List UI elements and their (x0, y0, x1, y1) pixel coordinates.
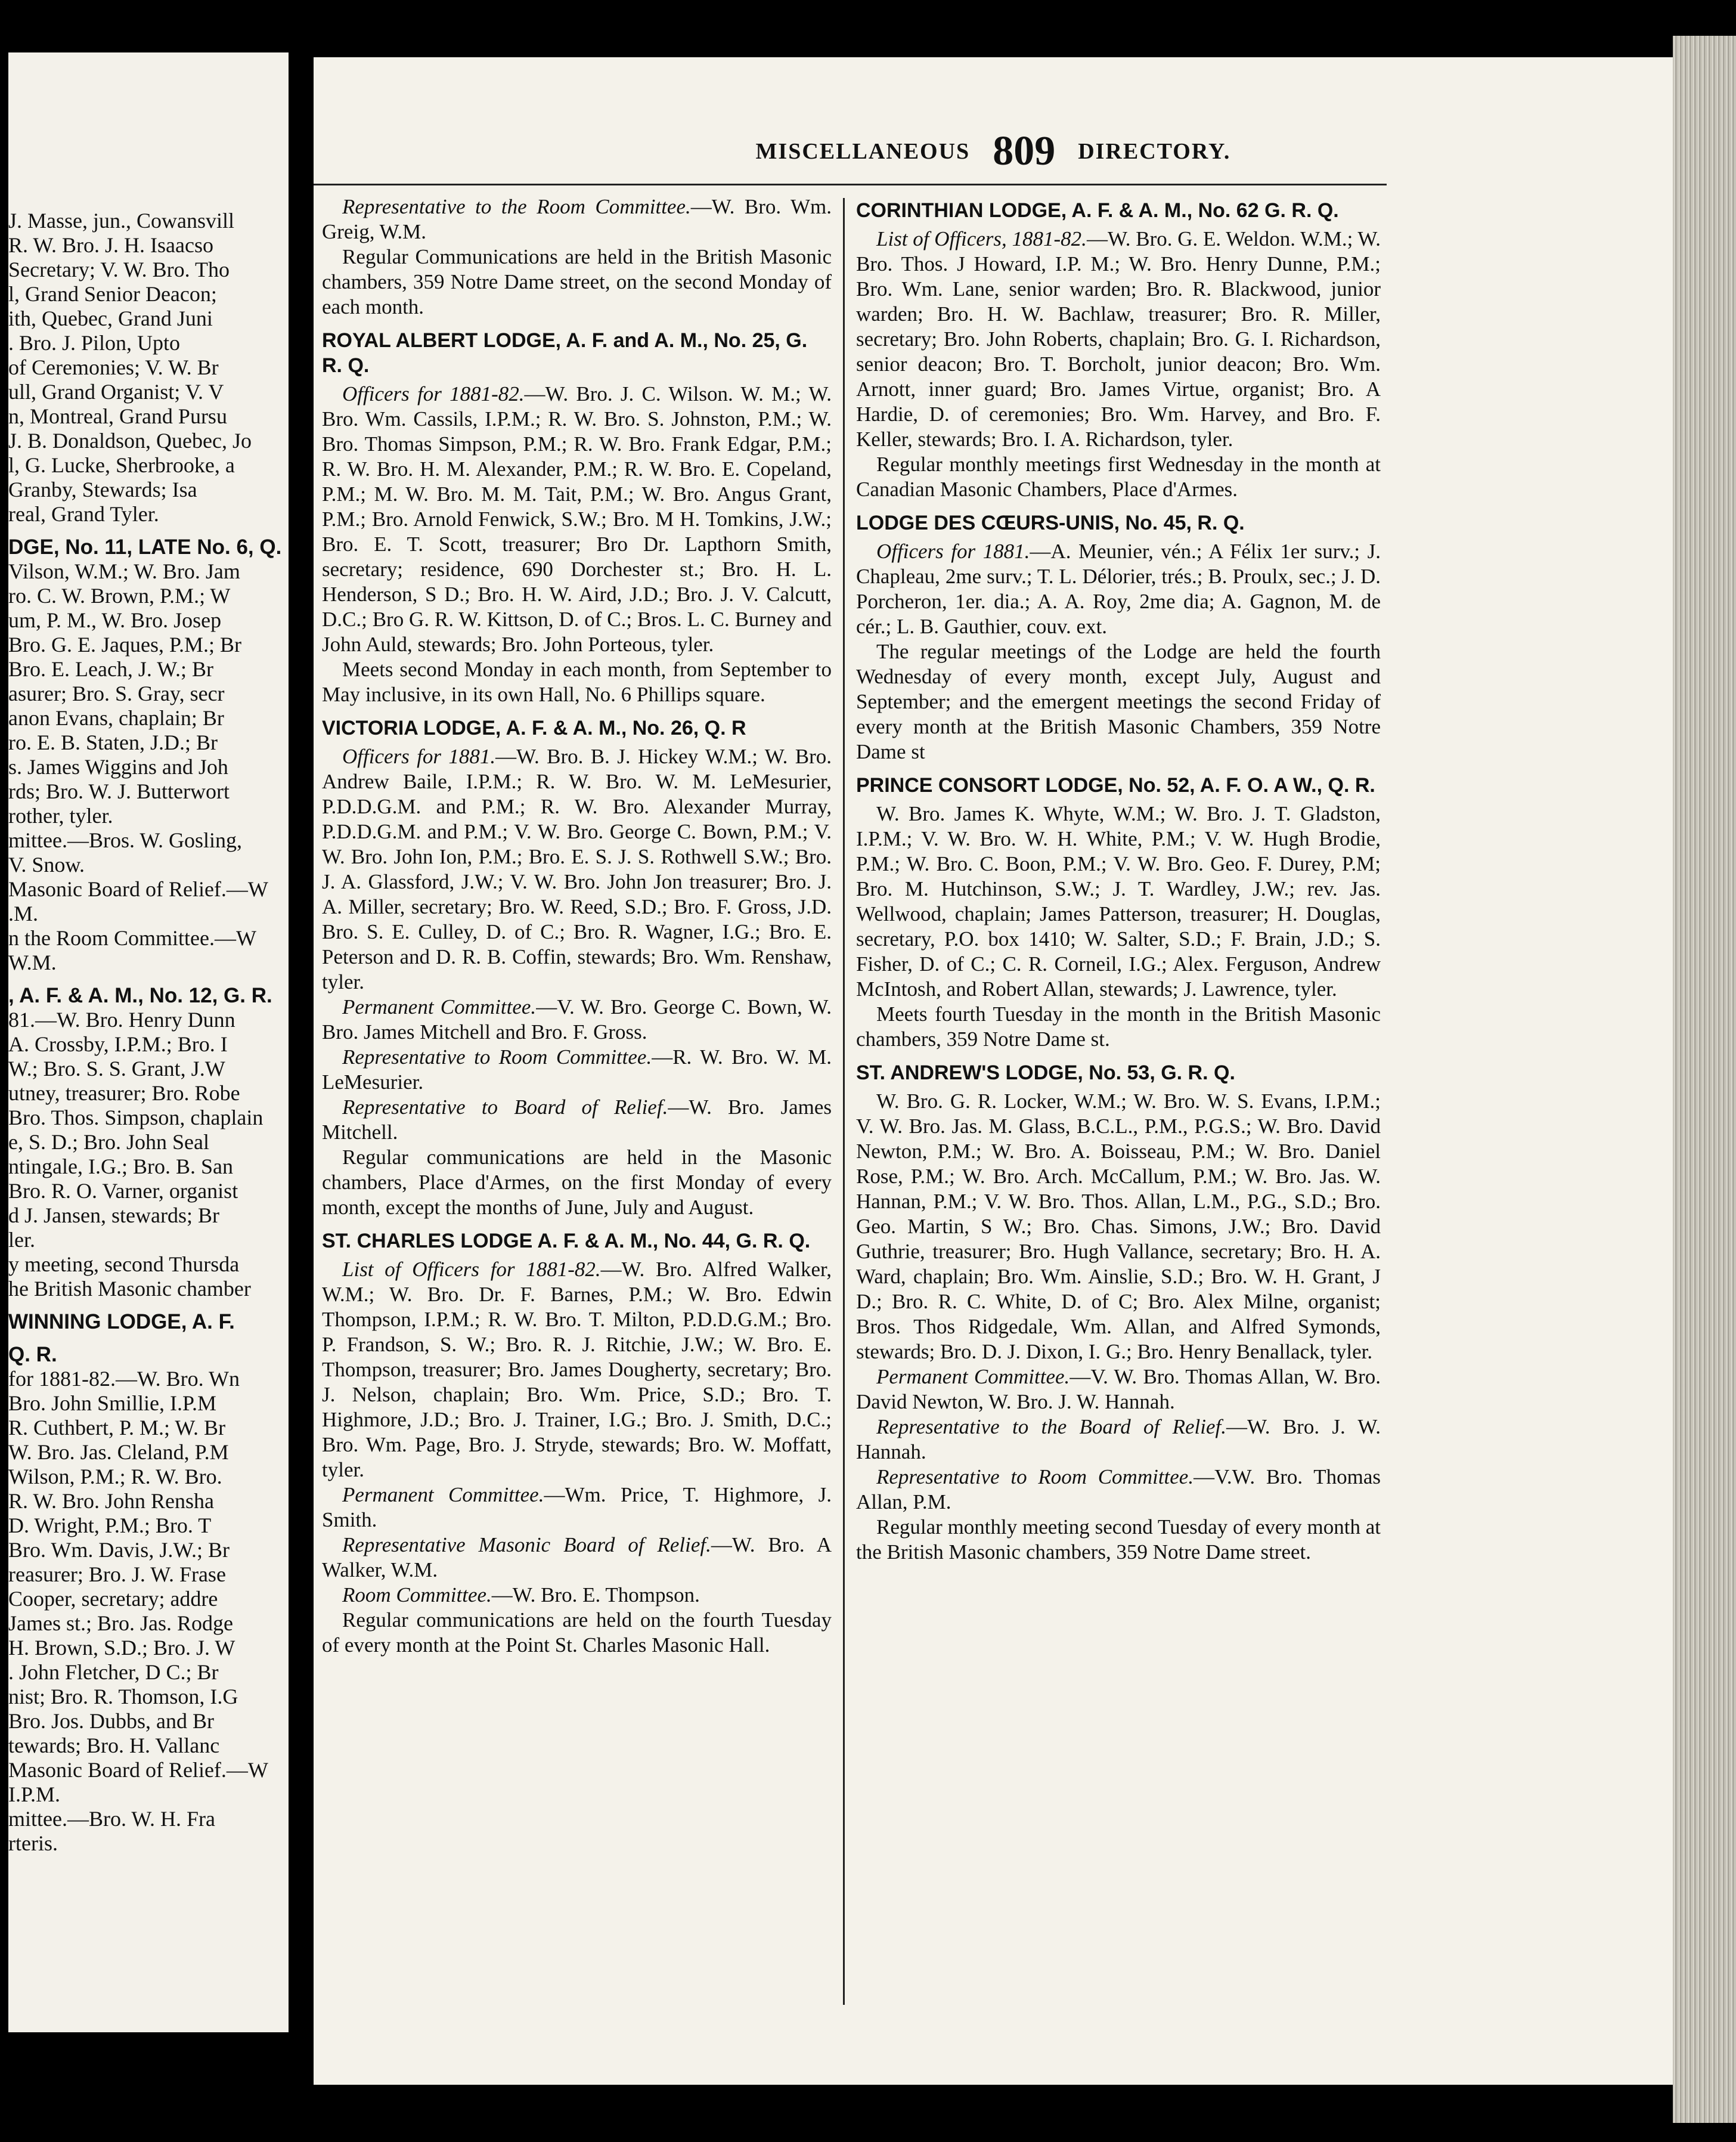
facing-page-line: Q. R. (8, 1343, 57, 1366)
entry-paragraph: Representative to the Board of Relief.—W. Bro. J. W. Hannah. (856, 1415, 1381, 1463)
facing-page-line: R. W. Bro. John Rensha (8, 1489, 215, 1513)
facing-page-line: ro. C. W. Brown, P.M.; W (8, 584, 231, 608)
facing-page-line: y meeting, second Thursda (8, 1252, 240, 1276)
entry-paragraph: W. Bro. James K. Whyte, W.M.; W. Bro. J. T. Gladston, I.P.M.; V. W. Bro. W. H. White, P.M.; V. W. Hugh Brodie, P.M.; W. Bro. C. Boon, P.M.; V. W. Bro. Geo. F. Durey, P.M; Bro. M. Hutchinson, S.W.; J. T. Wardley, J.W.; rev. Jas. Wellwood, chaplain; James Patterson, treasurer; H. Douglas, secretary, P.O. box 1410; W. Salter, S.D.; F. Brain, J.D.; S. Fisher, D. of C.; C. R. Corneil, I.G.; Alex. Ferguson, Andrew McIntosh, and Robert Allan, stewards; J. Lawrence, tyler. (856, 802, 1381, 1001)
facing-page-line: Cooper, secretary; addre (8, 1587, 218, 1611)
facing-page-line: WINNING LODGE, A. F. (8, 1310, 235, 1333)
facing-page-line: ntingale, I.G.; Bro. B. San (8, 1154, 233, 1178)
facing-page-line: n, Montreal, Grand Pursu (8, 404, 227, 428)
facing-page-line: um, P. M., W. Bro. Josep (8, 608, 222, 632)
lodge-entry (322, 194, 832, 320)
facing-page-line: Secretary; V. W. Bro. Tho (8, 258, 230, 281)
facing-page-line: Bro. R. O. Varner, organist (8, 1179, 238, 1203)
entry-paragraph: Permanent Committee.—V. W. Bro. Thomas Allan, W. Bro. David Newton, W. Bro. J. W. Hannah. (856, 1365, 1381, 1413)
page-header (314, 128, 1673, 175)
facing-page-line: of Ceremonies; V. W. Br (8, 355, 219, 379)
facing-page-line: real, Grand Tyler. (8, 502, 159, 526)
facing-page-line: d J. Jansen, stewards; Br (8, 1203, 219, 1227)
facing-page-line: l, Grand Senior Deacon; (8, 282, 217, 306)
facing-page-line: 81.—W. Bro. Henry Dunn (8, 1008, 235, 1032)
facing-page-line: James st.; Bro. Jas. Rodge (8, 1611, 233, 1635)
entry-paragraph: Officers for 1881.—A. Meunier, vén.; A Félix 1er surv.; J. Chapleau, 2me surv.; T. L. Délorier, trés.; B. Proulx, sec.; J. D. Porcheron, 1er. dia.; A. A. Roy, 2me dia; A. Gagnon, M. de cér.; L. B. Gauthier, couv. ext. (856, 540, 1381, 638)
facing-page-line: utney, treasurer; Bro. Robe (8, 1081, 240, 1105)
facing-page-line: mittee.—Bro. W. H. Fra (8, 1807, 215, 1831)
facing-page-line: rds; Bro. W. J. Butterwort (8, 779, 230, 803)
facing-page-line: n the Room Committee.—W (8, 926, 256, 950)
page-number: 809 (993, 128, 1056, 174)
lodge-entry (322, 328, 832, 707)
directory-page (314, 57, 1673, 2085)
facing-page-line: rteris. (8, 1831, 58, 1855)
facing-page-line: Wilson, P.M.; R. W. Bro. (8, 1465, 222, 1488)
entry-paragraph: W. Bro. G. R. Locker, W.M.; W. Bro. W. S. Evans, I.P.M.; V. W. Bro. Jas. M. Glass, B.C.L., P.M., P.G.S.; W. Bro. David Newton, P.M.; W. Bro. A. Boisseau, P.M.; W. Bro. Daniel Rose, P.M.; W. Bro. Arch. McCallum, P.M.; W. Bro. Jas. W. Hannan, P.M.; V. W. Bro. Thos. Allan, L.M., P.G., S.D.; Bro. Geo. Martin, S W.; Bro. Chas. Simons, J.W.; Bro. David Guthrie, treasurer; Bro. Hugh Vallance, secretary; Bro. H. A. Ward, chaplain; Bro. Wm. Ainslie, S.D.; Bro. W. H. Grant, J D.; Bro. R. C. White, D. of C; Bro. Alex Milne, organist; Bros. Thos Ridgedale, Wm. Allan, and Alfred Symonds, stewards; Bro. D. J. Dixon, I. G.; Bro. Henry Benallack, tyler. (856, 1089, 1381, 1363)
entry-paragraph: Meets second Monday in each month, from September to May inclusive, in its own Hall, No. 6 Phillips square. (322, 658, 832, 706)
lodge-title: ROYAL ALBERT LODGE, A. F. and A. M., No. 25, G. R. Q. (322, 329, 808, 377)
facing-page-line: tewards; Bro. H. Vallanc (8, 1734, 220, 1757)
facing-page-line: he British Masonic chamber (8, 1277, 251, 1301)
facing-page-line: s. James Wiggins and Joh (8, 755, 228, 779)
lodge-entry (322, 716, 832, 1220)
facing-page-line: . Bro. J. Pilon, Upto (8, 331, 181, 355)
lodge-title: LODGE DES CŒURS-UNIS, No. 45, R. Q. (856, 512, 1245, 534)
entry-paragraph: The regular meetings of the Lodge are held the fourth Wednesday of every month, except July, August and September; and the emergent meetings the second Friday of every month at the British Masonic Chambers, 359 Notre Dame st (856, 640, 1381, 763)
entry-paragraph: Representative to Room Committee.—R. W. Bro. W. M. LeMesurier. (322, 1045, 832, 1094)
facing-page-line: Masonic Board of Relief.—W (8, 877, 268, 901)
column-left (322, 194, 832, 1666)
facing-page-line: Bro. Jos. Dubbs, and Br (8, 1709, 215, 1733)
entry-paragraph: Representative to the Room Committee.—W. Bro. Wm. Greig, W.M. (322, 195, 832, 243)
column-divider (843, 198, 845, 2005)
facing-page-line: . John Fletcher, D C.; Br (8, 1660, 219, 1684)
facing-page-line: Bro. E. Leach, J. W.; Br (8, 657, 213, 681)
facing-page-line: W. Bro. Jas. Cleland, P.M (8, 1440, 229, 1464)
entry-paragraph: Permanent Committee.—Wm. Price, T. Highmore, J. Smith. (322, 1483, 832, 1531)
book-gutter (289, 66, 314, 2045)
facing-page-line: D. Wright, P.M.; Bro. T (8, 1513, 212, 1537)
facing-page-line: e, S. D.; Bro. John Seal (8, 1130, 209, 1154)
entry-paragraph: List of Officers, 1881-82.—W. Bro. G. E. Weldon. W.M.; W. Bro. Thos. J Howard, I.P. M.; W. Bro. Henry Dunne, P.M.; Bro. Wm. Lane, senior warden; Bro. R. Blackwood, junior warden; Bro. H. W. Bachlaw, treasurer; Bro. R. Miller, secretary; Bro. John Roberts, chaplain; Bro. G. I. Richardson, senior deacon; Bro. T. Borcholt, junior deacon; Bro. Wm. Arnott, inner guard; Bro. James Virtue, organist; Bro. A Hardie, D. of ceremonies; Bro. Wm. Harvey, and Bro. F. Keller, stewards; Bro. I. A. Richardson, tyler. (856, 227, 1381, 451)
entry-paragraph: Representative to Room Committee.—V.W. Bro. Thomas Allan, P.M. (856, 1465, 1381, 1513)
facing-page-line: I.P.M. (8, 1782, 61, 1806)
facing-page-line: reasurer; Bro. J. W. Frase (8, 1562, 226, 1586)
lodge-entry (856, 1060, 1381, 1565)
facing-page-line: V. Snow. (8, 853, 85, 877)
facing-page-line: Bro. John Smillie, I.P.M (8, 1391, 217, 1415)
entry-paragraph: List of Officers for 1881-82.—W. Bro. Alfred Walker, W.M.; W. Bro. Dr. F. Barnes, P.M.; W. Bro. Edwin Thompson, I.P.M.; R. W. Bro. T. Milton, P.D.D.G.M.; Bro. P. Frandson, S. W.; Bro. R. J. Ritchie, J.W.; W. Bro. E. Thompson, treasurer; Bro. James Dougherty, secretary; Bro. J. Nelson, chaplain; Bro. Wm. Price, S.D.; Bro. T. Highmore, J.D.; Bro. J. Trainer, I.G.; Bro. J. Smith, D.C.; Bro. Wm. Page, Bro. J. Stryde, stewards; Bro. W. Moffatt, tyler. (322, 1258, 832, 1481)
facing-page-fragment (8, 52, 289, 2032)
lodge-entry (856, 510, 1381, 764)
entry-paragraph: Representative Masonic Board of Relief.—W. Bro. A Walker, W.M. (322, 1533, 832, 1581)
entry-paragraph: Regular Communications are held in the British Masonic chambers, 359 Notre Dame street, on the second Monday of each month. (322, 245, 832, 318)
lodge-title: CORINTHIAN LODGE, A. F. & A. M., No. 62 G. R. Q. (856, 199, 1339, 222)
entry-paragraph: Regular communications are held on the fourth Tuesday of every month at the Point St. Charles Masonic Hall. (322, 1608, 832, 1657)
entry-paragraph: Room Committee.—W. Bro. E. Thompson. (342, 1583, 700, 1606)
facing-page-line: Bro. Thos. Simpson, chaplain (8, 1106, 264, 1129)
entry-paragraph: Regular monthly meeting second Tuesday of every month at the British Masonic chambers, 359 Notre Dame street. (856, 1515, 1381, 1564)
entry-paragraph: Officers for 1881-82.—W. Bro. J. C. Wilson. W. M.; W. Bro. Wm. Cassils, I.P.M.; R. W. Bro. S. Johnston, P.M.; W. Bro. Thomas Simpson, P.M.; R. W. Bro. Frank Edgar, P.M.; R. W. Bro. H. M. Alexander, P.M.; R. W. Bro. E. Copeland, P.M.; M. W. Bro. M. M. Tait, P.M.; W. Bro. Angus Grant, P.M.; Bro. Arnold Fenwick, S.W.; Bro. M H. Tomkins, J.W.; Bro. E. T. Scott, treasurer; Bro Dr. Lapthorn Smith, secretary; residence, 690 Dorchester st.; Bro. H. L. Henderson, S D.; Bro. H. W. Aird, J.D.; Bro. J. V. Calcutt, D.C.; Bro G. R. W. Kittson, D. of C.; Bros. L. C. Burney and John Auld, stewards; Bro. John Porteous, tyler. (322, 382, 832, 656)
lodge-title: VICTORIA LODGE, A. F. & A. M., No. 26, Q. R (322, 717, 746, 739)
facing-page-line: J. Masse, jun., Cowansvill (8, 209, 235, 233)
entry-paragraph: Meets fourth Tuesday in the month in the British Masonic chambers, 359 Notre Dame st. (856, 1002, 1381, 1051)
header-right: DIRECTORY. (1078, 139, 1231, 164)
facing-page-line: J. B. Donaldson, Quebec, Jo (8, 429, 252, 453)
facing-page-line: anon Evans, chaplain; Br (8, 706, 224, 730)
facing-page-line: W.; Bro. S. S. Grant, J.W (8, 1057, 225, 1081)
facing-page-line: asurer; Bro. S. Gray, secr (8, 682, 225, 705)
facing-page-line: H. Brown, S.D.; Bro. J. W (8, 1636, 235, 1660)
facing-page-line: .M. (8, 902, 39, 925)
facing-page-line: rother, tyler. (8, 804, 113, 828)
facing-page-line: W.M. (8, 951, 57, 974)
header-rule (314, 184, 1387, 185)
facing-page-line: Masonic Board of Relief.—W (8, 1758, 268, 1782)
facing-page-text (8, 209, 283, 1856)
lodge-title: ST. CHARLES LODGE A. F. & A. M., No. 44, G. R. Q. (322, 1230, 811, 1252)
facing-page-line: DGE, No. 11, LATE No. 6, Q. (8, 536, 282, 559)
facing-page-line: l, G. Lucke, Sherbrooke, a (8, 453, 235, 477)
facing-page-line: Bro. G. E. Jaques, P.M.; Br (8, 633, 242, 657)
entry-paragraph: Representative to Board of Relief.—W. Bro. James Mitchell. (322, 1095, 832, 1144)
entry-paragraph: Permanent Committee.—V. W. Bro. George C. Bown, W. Bro. James Mitchell and Bro. F. Gross. (322, 995, 832, 1044)
lodge-entry (856, 773, 1381, 1052)
facing-page-line: ler. (8, 1228, 35, 1252)
facing-page-line: mittee.—Bros. W. Gosling, (8, 828, 243, 852)
facing-page-line: nist; Bro. R. Thomson, I.G (8, 1685, 238, 1708)
column-right (856, 194, 1381, 1573)
entry-paragraph: Regular monthly meetings first Wednesday in the month at Canadian Masonic Chambers, Place d'Armes. (856, 453, 1381, 501)
lodge-title: PRINCE CONSORT LODGE, No. 52, A. F. O. A W., Q. R. (856, 774, 1375, 797)
page-edges (1673, 36, 1736, 2123)
facing-page-line: ull, Grand Organist; V. V (8, 380, 224, 404)
facing-page-line: ith, Quebec, Grand Juni (8, 307, 213, 330)
entry-paragraph: Regular communications are held in the Masonic chambers, Place d'Armes, on the first Monday of every month, except the months of June, July and August. (322, 1146, 832, 1219)
facing-page-line: R. W. Bro. J. H. Isaacso (8, 233, 213, 257)
lodge-entry (322, 1228, 832, 1658)
facing-page-line: ro. E. B. Staten, J.D.; Br (8, 730, 218, 754)
facing-page-line: Bro. Wm. Davis, J.W.; Br (8, 1538, 230, 1562)
facing-page-line: for 1881-82.—W. Bro. Wn (8, 1367, 240, 1391)
header-left: MISCELLANEOUS (755, 139, 971, 164)
entry-paragraph: Officers for 1881.—W. Bro. B. J. Hickey W.M.; W. Bro. Andrew Baile, I.P.M.; R. W. Bro. W. M. LeMesurier, P.D.D.G.M. and P.M.; R. W. Bro. Alexander Murray, P.D.D.G.M. and P.M.; V. W. Bro. George C. Bown, P.M.; V. W. Bro. John Ion, P.M.; Bro. E. S. J. S. Rothwell S.W.; Bro. J. A. Glassford, J.W.; V. W. Bro. John Jon treasurer; Bro. J. A. Miller, secretary; Bro. W. Reed, S.D.; Bro. F. Gross, J.D. Bro. S. E. Culley, D. of C.; Bro. R. Wagner, I.G.; Bro. E. Peterson and D. R. B. Coffin, stewards; Bro. Wm. Renshaw, tyler. (322, 745, 832, 993)
lodge-entry (856, 198, 1381, 502)
facing-page-line: , A. F. & A. M., No. 12, G. R. (8, 984, 272, 1007)
lodge-title: ST. ANDREW'S LODGE, No. 53, G. R. Q. (856, 1061, 1235, 1084)
facing-page-line: A. Crossby, I.P.M.; Bro. I (8, 1032, 228, 1056)
facing-page-line: Granby, Stewards; Isa (8, 478, 197, 502)
facing-page-line: Vilson, W.M.; W. Bro. Jam (8, 559, 240, 583)
facing-page-line: R. Cuthbert, P. M.; W. Br (8, 1416, 226, 1440)
